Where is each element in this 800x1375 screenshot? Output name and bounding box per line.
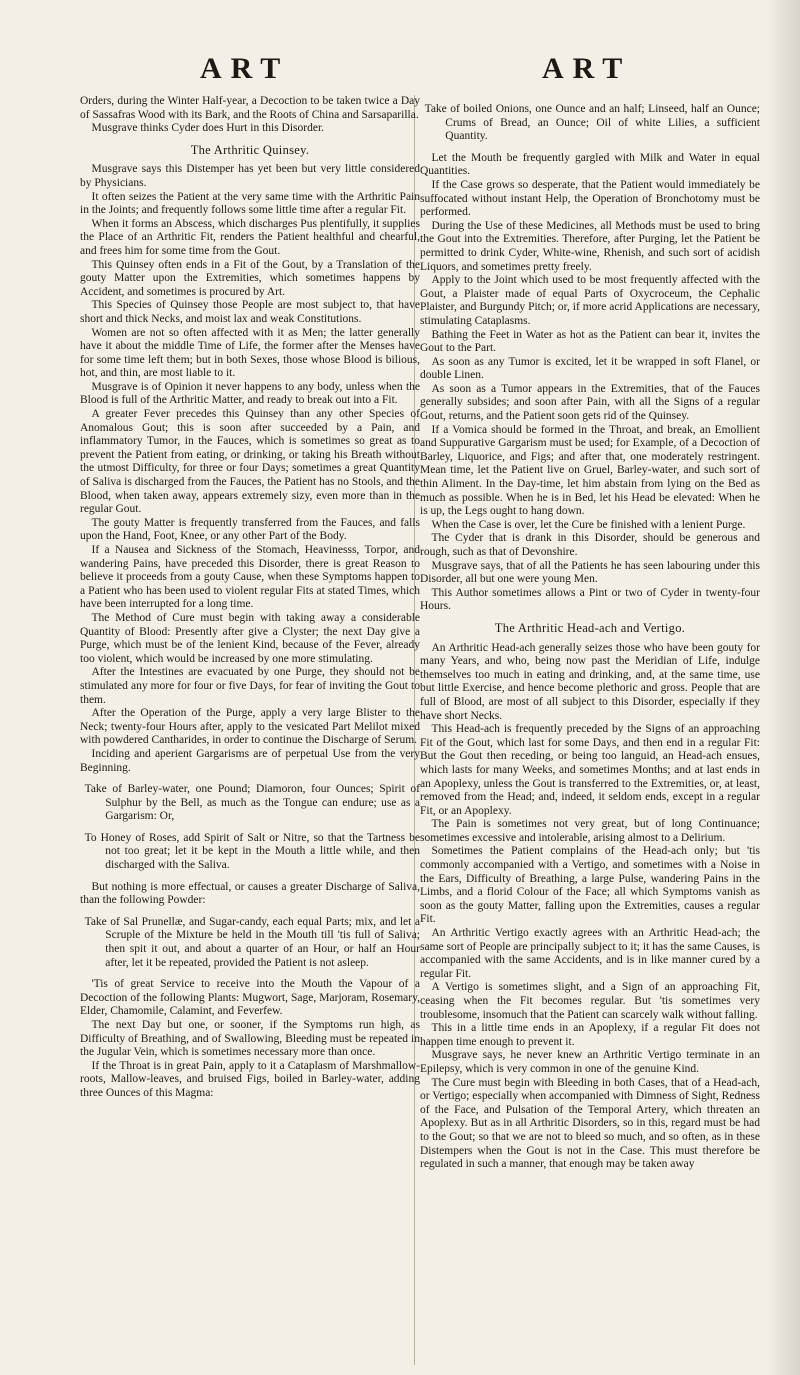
paragraph: During the Use of these Medicines, all Methods must be used to bring the Gout into the Extremities. Therefore, after Purging, let the Patient be permitted to drink Cyder, White-wine, Rhenish, and such sort of acidish Liquors, and sometimes pretty freely. xyxy=(420,219,760,273)
paragraph: A greater Fever precedes this Quinsey than any other Species of Anomalous Gout; this is soon after succeeded by a Pain, and inflammatory Tumor, in the Fauces, which is sometimes so great as to prevent the Patient from eating, or drinking, or taking his Breath without the utmost Difficulty, for three or four Days; sometimes a great Quantity of Saliva is discharged from the Fauces, the Patient has no Stools, and the Blood, when taken away, appears extremely sizy, even more than in the regular Gout. xyxy=(80,408,420,516)
paragraph: After the Operation of the Purge, apply a very large Blister to the Neck; twenty-four Hours after, apply to the vesicated Part Melilot mixed with powdered Cantharides, in order to continue the Discharge of Serum. xyxy=(80,707,420,747)
paragraph: This Species of Quinsey those People are most subject to, that have short and thick Necks, and moist lax and weak Constitutions. xyxy=(80,299,420,325)
paragraph: Orders, during the Winter Half-year, a Decoction to be taken twice a Day of Sassafras Wood with its Bark, and the Roots of China and Sarsaparilla. xyxy=(80,95,420,121)
running-head-right: ART xyxy=(542,52,632,85)
recipe-paragraph: Take of Sal Prunellæ, and Sugar-candy, each equal Parts; mix, and let a Scruple of the Mixture be held in the Mouth till 'tis full of Saliva; then spit it out, and about a quarter of an Hour, or half an Hour after, let it be repeated, provided the Patient is not asleep. xyxy=(84,915,420,969)
paragraph: This Quinsey often ends in a Fit of the Gout, by a Translation of the gouty Matter upon the Extremities, which sometimes happens by Accident, and sometimes is procured by Art. xyxy=(80,258,420,298)
paragraph: Bathing the Feet in Water as hot as the Patient can bear it, invites the Gout to the Part. xyxy=(420,328,760,355)
left-column xyxy=(80,95,420,1365)
paragraph: An Arthritic Vertigo exactly agrees with an Arthritic Head-ach; the same sort of People are principally subject to it; it has the same Causes, is accompanied with the same Accidents, and is in like manner cured by a regular Fit. xyxy=(420,927,760,980)
paragraph: Women are not so often affected with it as Men; the latter generally have it about the middle Time of Life, the former after the Menses have for some time left them; but in both Sexes, those whose Blood is bilious, hot, and thin, are most liable to it. xyxy=(80,326,420,380)
page-edge-shadow xyxy=(766,0,800,1375)
paragraph: The Method of Cure must begin with taking away a considerable Quantity of Blood: Presently after give a Clyster; the next Day give a Purge, which must be of the lenient Kind, because of the Fever, already too violent, which would be increased by one more stimulating. xyxy=(80,611,420,665)
running-head-left: ART xyxy=(200,52,290,85)
paragraph: Apply to the Joint which used to be most frequently affected with the Gout, a Plaister made of equal Parts of Oxycroceum, the Cephalic Plaister, and Burgundy Pitch; or, if more acrid Applications are necessary, stimulating Cataplasms. xyxy=(420,274,760,327)
paragraph: The gouty Matter is frequently transferred from the Fauces, and falls upon the Hand, Foot, Knee, or any other Part of the Body. xyxy=(80,516,420,543)
paragraph: This in a little time ends in an Apoplexy, if a regular Fit does not happen time enough to prevent it. xyxy=(420,1022,760,1048)
paragraph: Musgrave thinks Cyder does Hurt in this Disorder. xyxy=(91,122,325,135)
paragraph: The Cure must begin with Bleeding in both Cases, that of a Head-ach, or Vertigo; especially when accompanied with Dimness of Sight, Redness of the Face, and Pulsation of the Temporal Artery, which threaten an Apoplexy. But as in all Arthritic Disorders, so in this, regard must be had to the Gout; so that we are not to bleed so much, and so often, as in these Distempers when the Gout is not in the Case. This must therefore be regulated in such a manner, that enough may be taken away xyxy=(420,1076,760,1171)
paragraph: After the Intestines are evacuated by one Purge, they should not be stimulated any more for four or five Days, for fear of inviting the Gout to them. xyxy=(80,666,420,706)
paragraph: As soon as a Tumor appears in the Extremities, that of the Fauces generally subsides; and soon after Pain, with all the Signs of a regular Gout, returns, and the Patient soon gets rid of the Quinsey. xyxy=(420,382,760,423)
paragraph: But nothing is more effectual, or causes a greater Discharge of Saliva, than the following Powder: xyxy=(80,880,420,907)
paragraph: When it forms an Abscess, which discharges Pus plentifully, it supplies the Place of an Arthritic Fit, renders the Patient healthful and chearful, and frees him for some time from the Gout. xyxy=(80,217,420,257)
paragraph: It often seizes the Patient at the very same time with the Arthritic Pain in the Joints; and frequently follows some little time after a regular Fit. xyxy=(80,190,420,217)
paragraph: This Author sometimes allows a Pint or two of Cyder in twenty-four Hours. xyxy=(420,586,760,613)
paragraph: The Pain is sometimes not very great, but of long Continuance; sometimes excessive and intolerable, arising almost to a Delirium. xyxy=(420,818,760,844)
paragraph: This Head-ach is frequently preceded by the Signs of an approaching Fit of the Gout, which last for some Days, and then end in a regular Fit: But the Gout then receding, or being too languid, an Head-ach ensues, which lasts for many Weeks, and sometimes Months; and at last ends in an Apoplexy, unless the Gout is transferred to the Extremities, or, at least, removed from the Head; and, indeed, it seldom ends, except in a regular Fit, or an Apoplexy. xyxy=(420,723,760,817)
paragraph: An Arthritic Head-ach generally seizes those who have been gouty for many Years, and who, being now past the Meridian of Life, indulge themselves too much in eating and drinking, and, at the same time, use but little Exercise, and hence become plethoric and gross. People that are full of Blood, are most of all subject to this Disorder, especially if they have short Necks. xyxy=(420,641,760,722)
paragraph: As soon as any Tumor is excited, let it be wrapped in soft Flanel, or double Linen. xyxy=(420,355,760,382)
paragraph: Inciding and aperient Gargarisms are of perpetual Use from the very Beginning. xyxy=(80,747,420,774)
paragraph: Sometimes the Patient complains of the Head-ach only; but 'tis commonly accompanied with a Vertigo, and sometimes with a Noise in the Ears, Difficulty of Breathing, a large Pulse, wandering Pains in the Limbs, and a florid Colour of the Face; all which Symptoms vanish as soon as the gouty Matter, falling upon the Extremities, causes a regular Fit. xyxy=(420,845,760,926)
recipe-paragraph: Take of boiled Onions, one Ounce and an half; Linseed, half an Ounce; Crums of Bread, an Ounce; Oil of white Lilies, a sufficient Quantity. xyxy=(424,103,760,143)
paragraph: Musgrave says, he never knew an Arthritic Vertigo terminate in an Epilepsy, which is very common in one of the genuine Kind. xyxy=(420,1049,760,1075)
recipe-paragraph: To Honey of Roses, add Spirit of Salt or Nitre, so that the Tartness be not too great; let it be kept in the Mouth a little while, and then discharged with the Saliva. xyxy=(84,831,420,872)
right-column xyxy=(420,95,760,1365)
section-heading: The Arthritic Quinsey. xyxy=(190,142,310,157)
paragraph: Let the Mouth be frequently gargled with Milk and Water in equal Quantities. xyxy=(420,151,760,178)
paragraph: The next Day but one, or sooner, if the Symptoms run high, as Difficulty of Breathing, and of Swallowing, Bleeding must be repeated in the Jugular Vein, which is sometimes necessary more than once. xyxy=(80,1019,420,1059)
paragraph: The Cyder that is drank in this Disorder, should be generous and rough, such as that of Devonshire. xyxy=(420,532,760,558)
paragraph: When the Case is over, let the Cure be finished with a lenient Purge. xyxy=(431,518,746,531)
paragraph: Musgrave says, that of all the Patients he has seen labouring under this Disorder, all but one were young Men. xyxy=(420,559,760,586)
paragraph: If a Nausea and Sickness of the Stomach, Heavinesss, Torpor, and wandering Pains, have preceded this Disorder, there is great Reason to believe it proceeds from a gouty Cause, when these Symptoms happen to a Patient who has been used to violent regular Fits at stated Times, which have been interrupted for a long time. xyxy=(80,544,420,611)
paragraph: If a Vomica should be formed in the Throat, and break, an Emollient and Suppurative Gargarism must be used; for Example, of a Decoction of Barley, Liquorice, and Figs; and after that, one moderately restringent. Mean time, let the Patient live on Gruel, Barley-water, and such sort of thin Aliment. In the Day-time, let him abstain from lying on the Bed as much as possible. When he is in Bed, let his Head be elevated: When he is up, the Legs ought to hang down. xyxy=(420,423,760,518)
section-heading: The Arthritic Head-ach and Vertigo. xyxy=(494,620,686,635)
recipe-paragraph: Take of Barley-water, one Pound; Diamoron, four Ounces; Spirit of Sulphur by the Bell, as much as the Tongue can endure; use as a Gargarism: Or, xyxy=(84,783,420,823)
paragraph: Musgrave is of Opinion it never happens to any body, unless when the Blood is full of the Arthritic Matter, and ready to break out into a Fit. xyxy=(80,380,420,407)
paragraph: 'Tis of great Service to receive into the Mouth the Vapour of a Decoction of the following Plants: Mugwort, Sage, Marjoram, Rosemary, Elder, Chamomile, Calamint, and Feverfew. xyxy=(80,978,420,1018)
paragraph: A Vertigo is sometimes slight, and a Sign of an approaching Fit, ceasing when the Fit becomes regular. But 'tis sometimes very troublesome, insomuch that the Patient can scarcely walk without falling. xyxy=(420,981,760,1021)
paragraph: Musgrave says this Distemper has yet been but very little considered by Physicians. xyxy=(80,163,420,189)
paragraph: If the Throat is in great Pain, apply to it a Cataplasm of Marshmallow-roots, Mallow-leaves, and bruised Figs, boiled in Barley-water, adding three Ounces of this Magma: xyxy=(80,1059,420,1099)
paragraph: If the Case grows so desperate, that the Patient would immediately be suffocated without instant Help, the Operation of Bronchotomy must be performed. xyxy=(420,178,760,219)
